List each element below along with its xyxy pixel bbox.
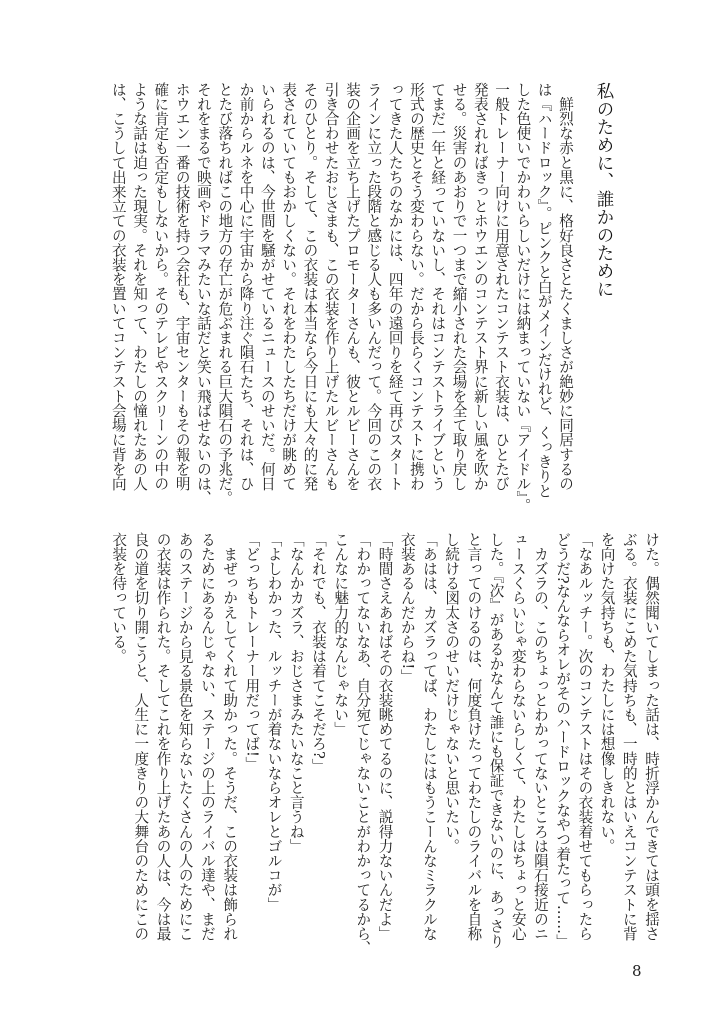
text-line: 装の企画を立ち上げたプロモーターさんも、彼とルビーさんを <box>344 82 362 491</box>
text-line: まぜっかえしてくれて助かった。そうだ、この衣装は飾られ <box>221 532 239 941</box>
text-line: とたび落ちればこの地方の存亡が危ぶまれる巨大隕石の予兆だ。 <box>216 82 234 506</box>
text-line: 「どっちもトレーナー用だってば!」 <box>243 532 261 772</box>
text-line: 「わかってないなあ、自分宛てじゃないことがわかってるから、 <box>354 532 372 956</box>
text-line: 「あはは、カズラってば、わたしにはもうこーんなミラクルな <box>420 532 438 941</box>
text-line: 「なんかカズラ、おじさまみたいなこと言うね」 <box>287 532 305 854</box>
text-line: 鮮烈な赤と黒に、格好良さとたくましさが絶妙に同居するの <box>557 82 574 491</box>
text-line: 引き合わせたおじさまも、この衣装を作り上げたルビーさんも <box>322 82 340 491</box>
text-line: ような話は迫った現実。それを知って、わたしの憧れたあの人 <box>131 82 149 491</box>
text-line: 「よしわかった、ルッチーが着ないならオレとゴルコが」 <box>265 532 283 912</box>
text-line: 「時間さえあればその衣装眺めてるのに、説得力ないんだよ」 <box>376 532 394 941</box>
text-line: ュースくらいじゃ変わらないらしくて、わたしはちょっと安心 <box>509 532 527 941</box>
text-line: し続ける図太さのせいだけじゃないと思いたい。 <box>443 532 461 854</box>
text-line: てまだ一年と経っていないし、それはコンテストライブという <box>429 82 447 491</box>
text-line: こんなに魅力的なんじゃない」 <box>332 532 350 737</box>
text-line: カズラの、このちょっとわかってないところは隕石接近のニ <box>531 532 549 941</box>
text-line: るためにあるんじゃない、ステージの上のライバル達や、まだ <box>198 532 216 941</box>
text-line: ホウエン一番の技術を持つ会社も、宇宙センターもその報を明 <box>173 82 191 491</box>
text-line: した。『次』があるかなんて誰にも保証できないのに、あっさり <box>487 532 505 949</box>
text-line: どうだ?なんならオレがそのハードロックなやつ着たって……」 <box>554 532 572 949</box>
text-line: ぶる。衣装にこめた気持ちも、一時的とはいえコンテストに背 <box>620 532 638 941</box>
text-line: ってきた人たちのなかには、四年の遠回りを経て再びスタート <box>386 82 404 491</box>
body-text-lower <box>107 532 662 956</box>
text-line: 衣装あるんだからね!」 <box>398 532 416 684</box>
text-line: 表されていてもおかしくない。それをわたしたちだけが眺めて <box>280 82 298 491</box>
text-line: けた。偶然聞いてしまった話は、時折浮かんできては頭を揺さ <box>643 532 660 941</box>
text-line: と言ってのけるのは、何度負けたってわたしのライバルを自称 <box>465 532 483 941</box>
text-line: ラインに立った段階と感じる人も多いんだって。今回のこの衣 <box>365 82 383 491</box>
text-line: 発表されればきっとホウエンのコンテスト界に新しい風を吹か <box>471 82 489 491</box>
text-line: 「なあルッチー。次のコンテストはその衣装着せてもらったら <box>576 532 594 941</box>
text-line: そのひとり。そして、この衣装は本当なら今日にも大々的に発 <box>301 82 319 491</box>
text-line: 衣装を待っている。 <box>110 532 128 664</box>
text-line: それをまるで映画やドラマみたいな話だと笑い飛ばせないのは、 <box>194 82 212 506</box>
chapter-title: 私のために、誰かのために <box>594 82 614 298</box>
text-line: した色使いでかわいらしいだけには納まっていない『アイドル』。 <box>514 82 532 513</box>
text-line: 一般トレーナー向けに用意されたコンテスト衣装は、ひとたび <box>493 82 511 491</box>
text-line: か前からルネを中心に宇宙から降り注ぐ隕石たち、それは、ひ <box>237 82 255 491</box>
text-line: の衣装は作られた。そしてこれを作り上げたあの人は、今は最 <box>154 532 172 941</box>
text-line: を向けた気持ちも、わたしには想像しきれない。 <box>598 532 616 854</box>
body-text-upper <box>107 82 576 513</box>
text-line: 確に肯定も否定もしないから。そのテレビやスクリーンの中の <box>152 82 170 491</box>
text-line: せる。災害のあおりで一つまで縮小された会場を全て取り戻し <box>450 82 468 491</box>
text-line: いられるのは、今世間を騒がせているニュースのせいだ。何日 <box>258 82 276 491</box>
page-number: 8 <box>632 962 642 980</box>
text-line: 「それでも、衣装は着てこそだろ?」 <box>309 532 327 774</box>
text-line: 形式の歴史とそう変わらない。だから長らくコンテストに携わ <box>407 82 425 491</box>
text-line: あのステージから見る景色を知らないたくさんの人のためにこ <box>176 532 194 941</box>
text-line: は『ハードロック』。ピンクと白がメインだけれど、くっきりと <box>535 82 553 499</box>
text-line: は、こうして出来立ての衣装を置いてコンテスト会場に背を向 <box>109 82 127 491</box>
text-line: 良の道を切り開こうと、人生に一度きりの大舞台のためにこの <box>132 532 150 941</box>
